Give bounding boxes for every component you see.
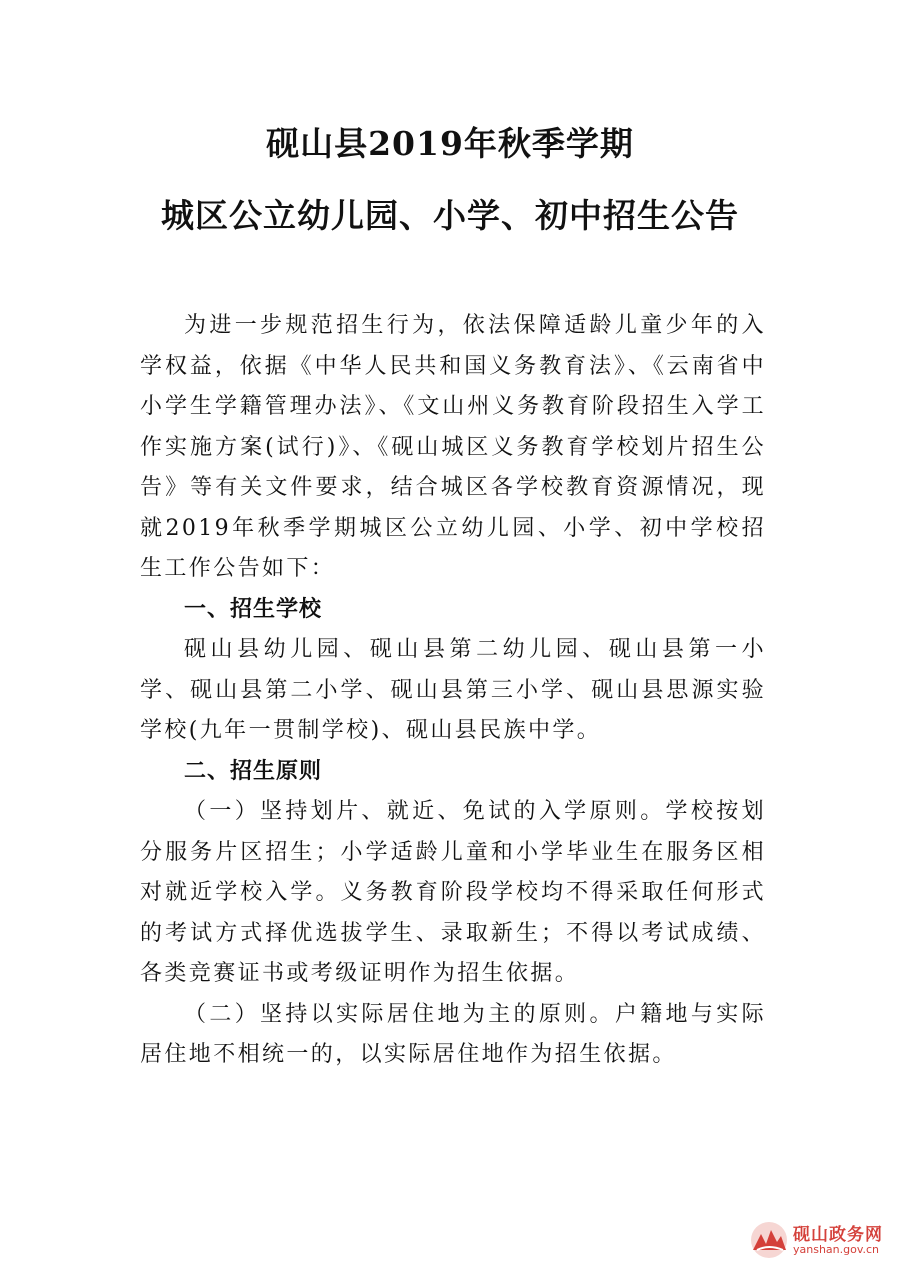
document-body: [140, 306, 766, 1076]
intro-paragraph: 为进一步规范招生行为，依法保障适龄儿童少年的入学权益，依据《中华人民共和国义务教育法》、《云南省中小学生学籍管理办法》、《文山州义务教育阶段招生入学工作实施方案(试行)》、《砚山城区义务教育学校划片招生公告》等有关文件要求，结合城区各学校教育资源情况，现就2019年秋季学期城区公立幼儿园、小学、初中学校招生工作公告如下：: [140, 313, 766, 581]
section-heading-principles: 二、招生原则: [184, 758, 323, 784]
watermark-site-name: 砚山政务网: [793, 1225, 883, 1245]
mountain-logo-icon: [749, 1220, 789, 1260]
section-paragraph-principle-1: （一）坚持划片、就近、免试的入学原则。学校按划分服务片区招生；小学适龄儿童和小学毕业生在服务区相对就近学校入学。义务教育阶段学校均不得采取任何形式的考试方式择优选拔学生、录取新生；不得以考试成绩、各类竞赛证书或考级证明作为招生依据。: [140, 799, 766, 986]
document-title-line-2: 城区公立幼儿园、小学、初中招生公告: [161, 196, 739, 235]
section-heading-schools: 一、招生学校: [184, 596, 323, 622]
section-paragraph-schools: 砚山县幼儿园、砚山县第二幼儿园、砚山县第一小学、砚山县第二小学、砚山县第三小学、砚山县思源实验学校(九年一贯制学校)、砚山县民族中学。: [140, 637, 766, 743]
watermark-site-url: yanshan.gov.cn: [793, 1243, 880, 1256]
section-paragraph-principle-2: （二）坚持以实际居住地为主的原则。户籍地与实际居住地不相统一的，以实际居住地作为招生依据。: [140, 1001, 766, 1067]
document-title-line-1: 砚山县2019年秋季学期: [266, 124, 634, 163]
site-watermark: [745, 1212, 895, 1264]
